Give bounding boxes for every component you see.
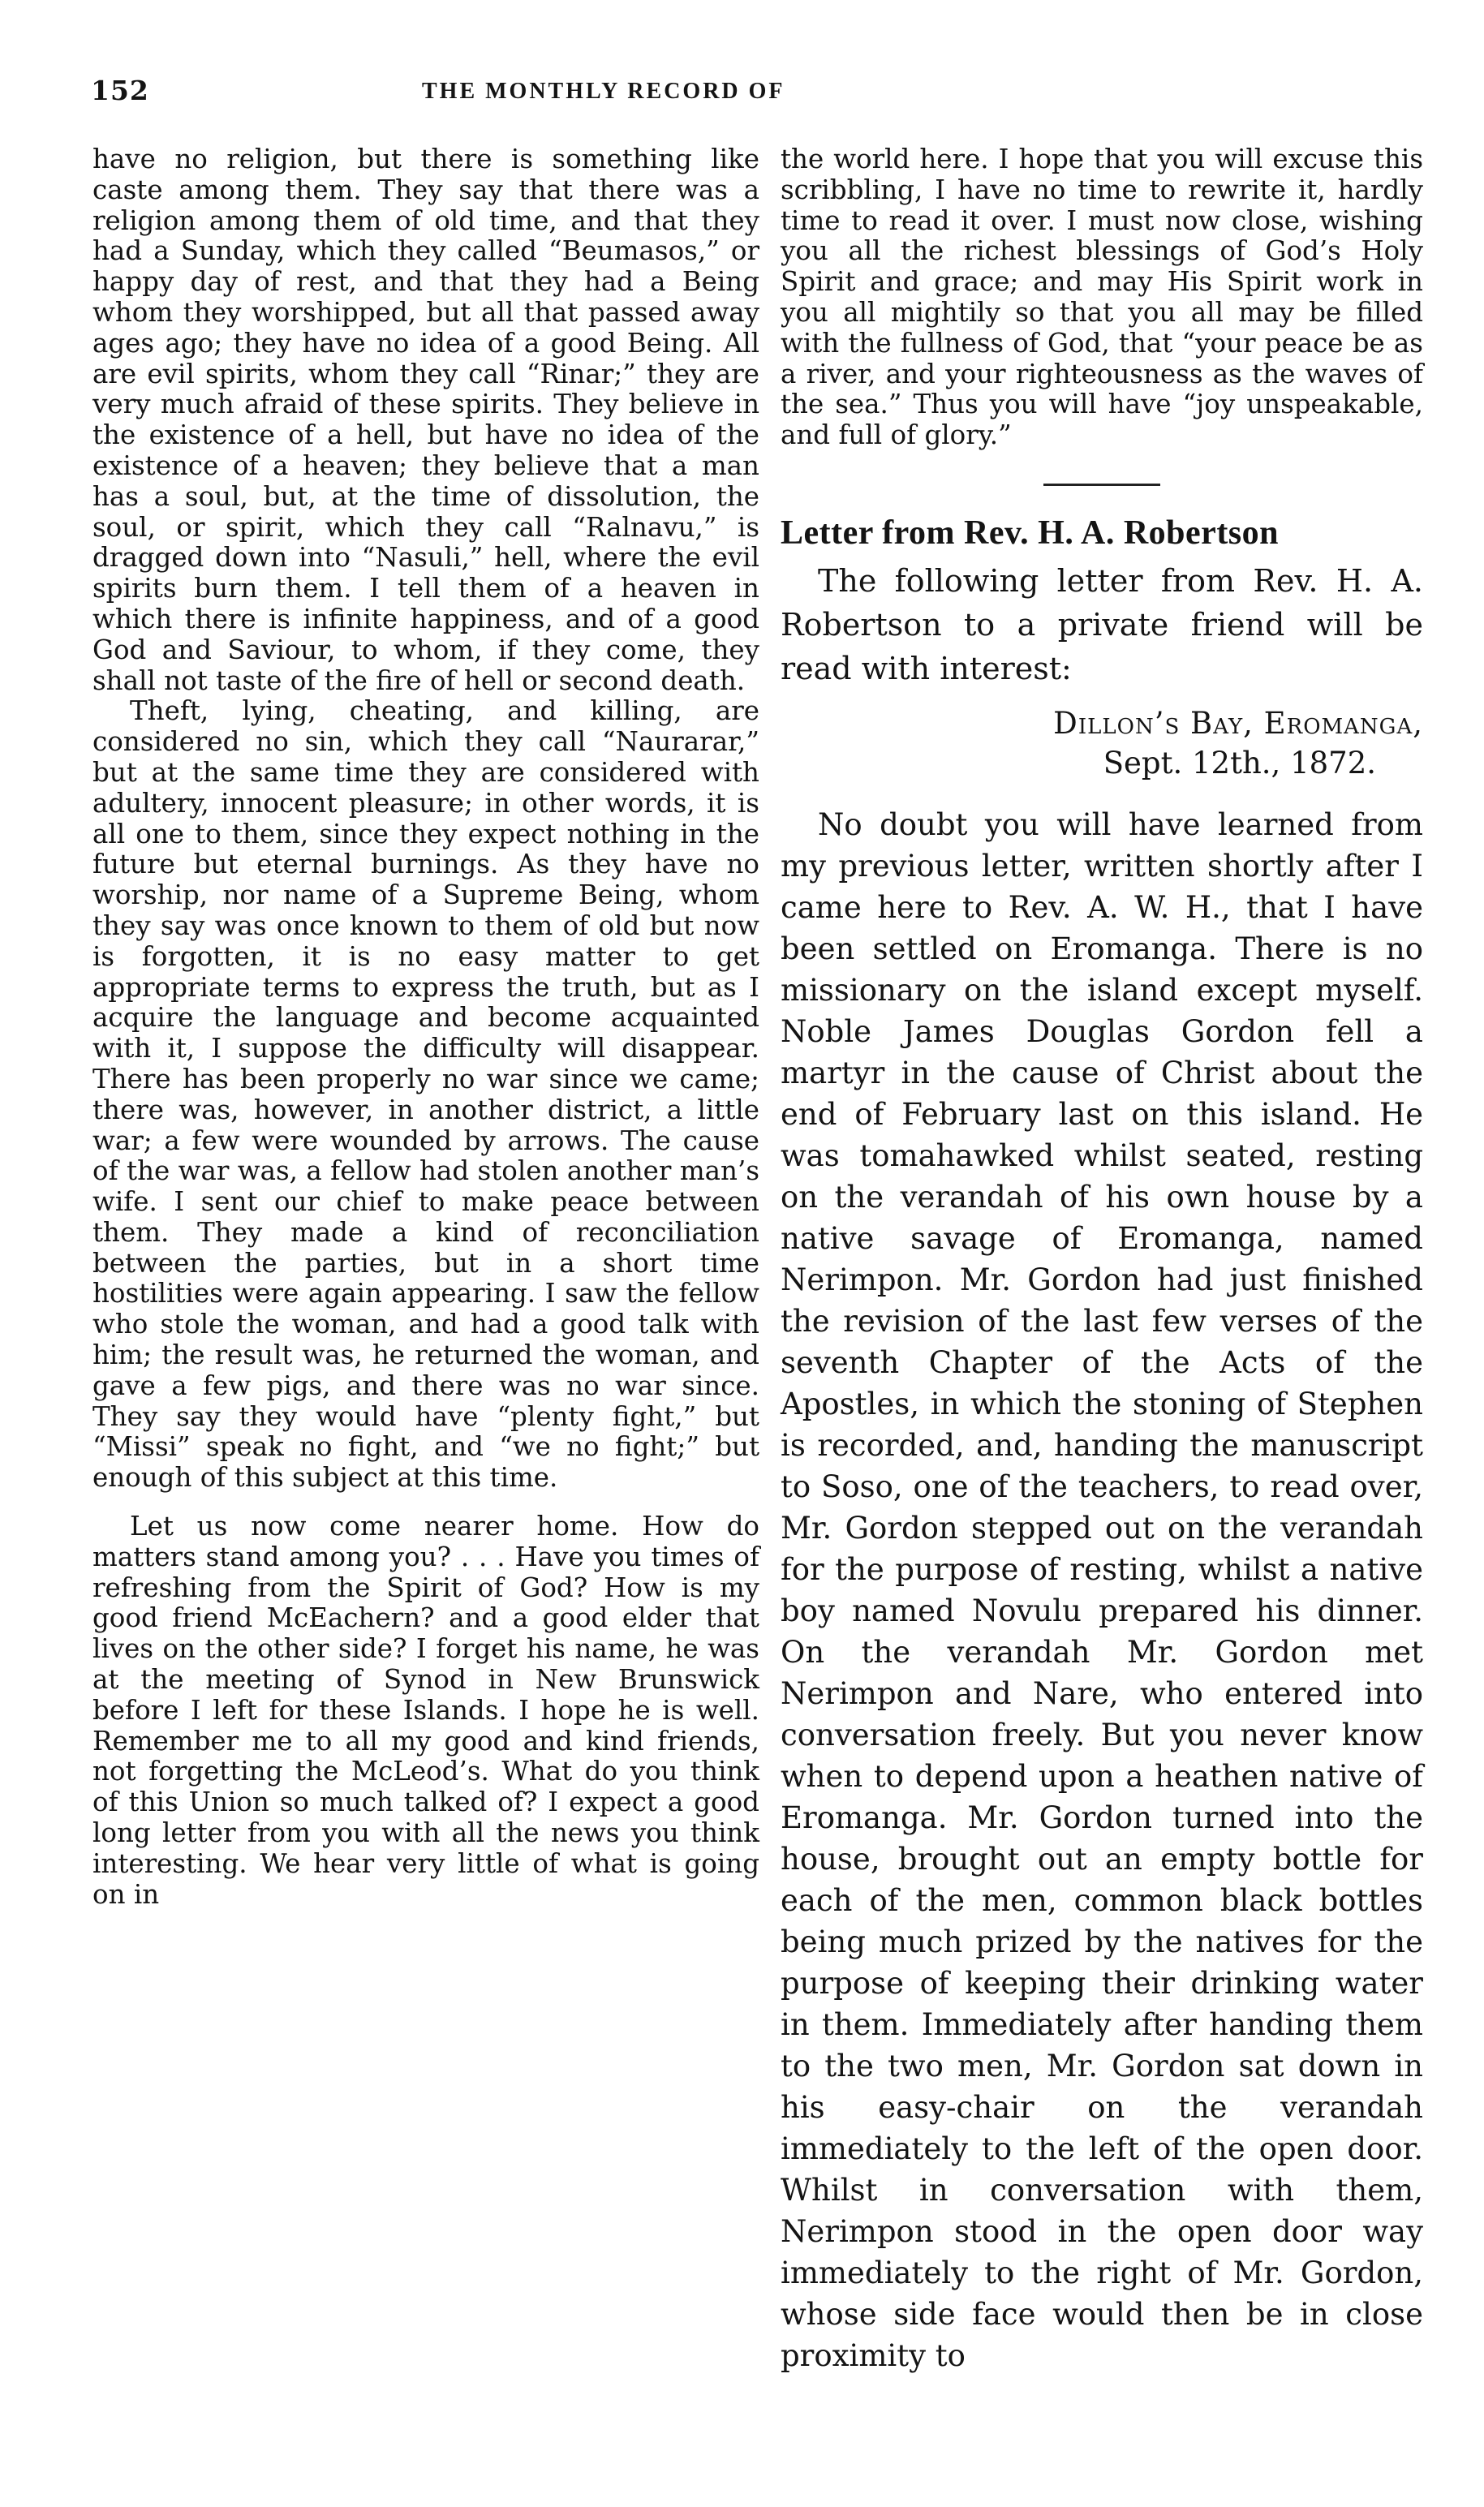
running-title: THE MONTHLY RECORD OF: [422, 79, 785, 104]
paragraph-closing: the world here. I hope that you will excuse this scribbling, I have no time to rewrite it, hardly time to read it over. I must now close, wishing you all the richest blessings of God’s Holy Spirit and grace; and may His Spirit work in you all mightily so that you all may be filled with the fullness of God, that “your peace be as a river, and your righteousness as the waves of the sea.” Thus you will have “joy unspeakable, and full of glory.”: [781, 144, 1423, 451]
letter-body: No doubt you will have learned from my previous letter, written shortly after I came here to Rev. A. W. H., that I have been settled on Eromanga. There is no missionary on the island except myself. Noble James Douglas Gordon fell a martyr in the cause of Christ about the end of February last on this island. He was tomahawked whilst seated, resting on the verandah of his own house by a native savage of Eromanga, named Nerimpon. Mr. Gordon had just finished the revision of the last few verses of the seventh Chapter of the Acts of the Apostles, in which the stoning of Stephen is recorded, and, handing the manuscript to Soso, one of the teachers, to read over, Mr. Gordon stepped out on the verandah for the purpose of resting, whilst a native boy named Novulu prepared his dinner. On the verandah Mr. Gordon met Nerimpon and Nare, who entered into conversation freely. But you never know when to depend upon a heathen native of Eromanga. Mr. Gordon turned into the house, brought out an empty bottle for each of the men, common black bottles being much prized by the natives for the purpose of keeping their drinking water in them. Immediately after handing them to the two men, Mr. Gordon sat down in his easy-chair on the verandah immediately to the left of the open door. Whilst in conversation with them, Nerimpon stood in the open door way immediately to the right of Mr. Gordon, whose side face would then be in close proximity to: [781, 806, 1423, 2373]
letter-intro: The following letter from Rev. H. A. Robertson to a private friend will be read with interest:: [781, 562, 1423, 686]
right-column: [781, 144, 1423, 2376]
left-column: [92, 144, 759, 1910]
dateline-place: Dillon’s Bay, Eromanga,: [1053, 705, 1423, 741]
page-number: 152: [91, 75, 149, 106]
letter-dateline: [781, 703, 1423, 783]
section-divider: [1043, 484, 1160, 486]
paragraph-customs: Theft, lying, cheating, and killing, are considered no sin, which they call “Naurarar,” but at the same time they are considered with adultery, innocent pleasure; in other words, it is all one to them, since they expect nothing in the future but eternal burnings. As they have no worship, nor name of a Supreme Being, whom they say was once known to them of old but now is forgotten, it is no easy matter to get appropriate terms to express the truth, but as I acquire the language and become acquainted with it, I suppose the difficulty will disappear. There has been properly no war since we came; there was, however, in another district, a little war; a few were wounded by arrows. The cause of the war was, a fellow had stolen another man’s wife. I sent our chief to make peace between them. They made a kind of reconciliation between the parties, but in a short time hostilities were again appearing. I saw the fellow who stole the woman, and had a good talk with him; the result was, he returned the woman, and gave a few pigs, and there was no war since. They say they would have “plenty fight,” but “Missi” speak no fight, and “we no fight;” but enough of this subject at this time.: [92, 695, 759, 1494]
letter-heading: Letter from Rev. H. A. Robertson: [781, 514, 1280, 552]
paragraph-religion: have no religion, but there is something like caste among them. They say that there was a religion among them of old time, and that they had a Sunday, which they called “Beumasos,” or happy day of rest, and that they had a Being whom they worshipped, but all that passed away ages ago; they have no idea of a good Being. All are evil spirits, whom they call “Rinar;” they are very much afraid of these spirits. They believe in the existence of a hell, but have no idea of the existence of a heaven; they believe that a man has a soul, but, at the time of dissolution, the soul, or spirit, which they call “Ralnavu,” is dragged down into “Nasuli,” hell, where the evil spirits burn them. I tell them of a heaven in which there is infinite happiness, and of a good God and Saviour, to whom, if they come, they shall not taste of the fire of hell or second death.: [92, 144, 759, 696]
paragraph-home-news: Let us now come nearer home. How do matters stand among you? . . . Have you times of refreshing from the Spirit of God? How is my good friend McEachern? and a good elder that lives on the other side? I forget his name, he was at the meeting of Synod in New Brunswick before I left for these Islands. I hope he is well. Remember me to all my good and kind friends, not forgetting the McLeod’s. What do you think of this Union so much talked of? I expect a good long letter from you with all the news you think interesting. We hear very little of what is going on in: [92, 1511, 759, 1910]
dateline-date: Sept. 12th., 1872.: [1103, 745, 1376, 780]
